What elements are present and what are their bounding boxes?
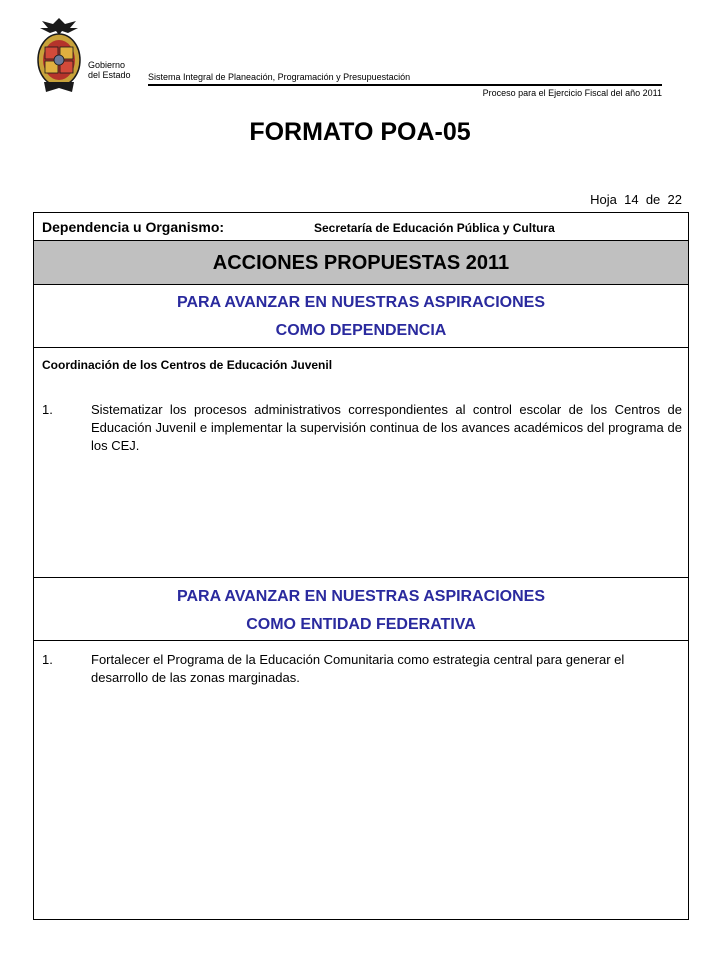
section-dependency-subheading: Coordinación de los Centros de Educación Juvenil [42,358,333,372]
dependency-row [34,213,688,241]
section-federative-line1: PARA AVANZAR EN NUESTRAS ASPIRACIONES [176,588,546,605]
gov-line-2: del Estado [88,70,131,80]
section-dependency-line1: PARA AVANZAR EN NUESTRAS ASPIRACIONES [176,294,546,311]
page-title: FORMATO POA-05 [249,118,471,146]
section-federative-line2: COMO ENTIDAD FEDERATIVA [246,616,476,633]
item-number: 1. [42,402,53,417]
government-label [88,60,131,80]
sheet-number: 14 [624,192,639,207]
section-federative-title [34,583,688,639]
sheet-counter [590,192,682,207]
item-number: 1. [42,652,53,667]
list-item [42,651,682,687]
item-text: Sistematizar los procesos administrativos correspondientes al control escolar de los Centros de Educación Juvenil e implementar la supervisión continua de los avances académicos del programa de los CEJ. [91,402,682,453]
divider [34,640,688,641]
sheet-label: Hoja [590,192,617,207]
header-rule [148,84,662,86]
gov-line-1: Gobierno [88,60,126,70]
state-coat-of-arms-icon [34,16,84,96]
list-item [42,401,682,455]
dependency-label: Dependencia u Organismo: [42,219,225,235]
divider [34,347,688,348]
divider [34,577,688,578]
sheet-total: 22 [667,192,682,207]
sheet-of: de [645,192,661,207]
form-frame [33,212,689,920]
section-dependency-title [34,289,688,345]
process-year: Proceso para el Ejercicio Fiscal del año 2011 [482,88,662,98]
dependency-value: Secretaría de Educación Pública y Cultura [314,221,555,235]
item-text: Fortalecer el Programa de la Educación Comunitaria como estrategia central para generar el desarrollo de las zonas marginadas. [91,652,625,685]
actions-banner: ACCIONES PROPUESTAS 2011 [34,241,688,285]
system-name: Sistema Integral de Planeación, Programación y Presupuestación [148,72,411,82]
section-dependency-line2: COMO DEPENDENCIA [275,322,447,339]
